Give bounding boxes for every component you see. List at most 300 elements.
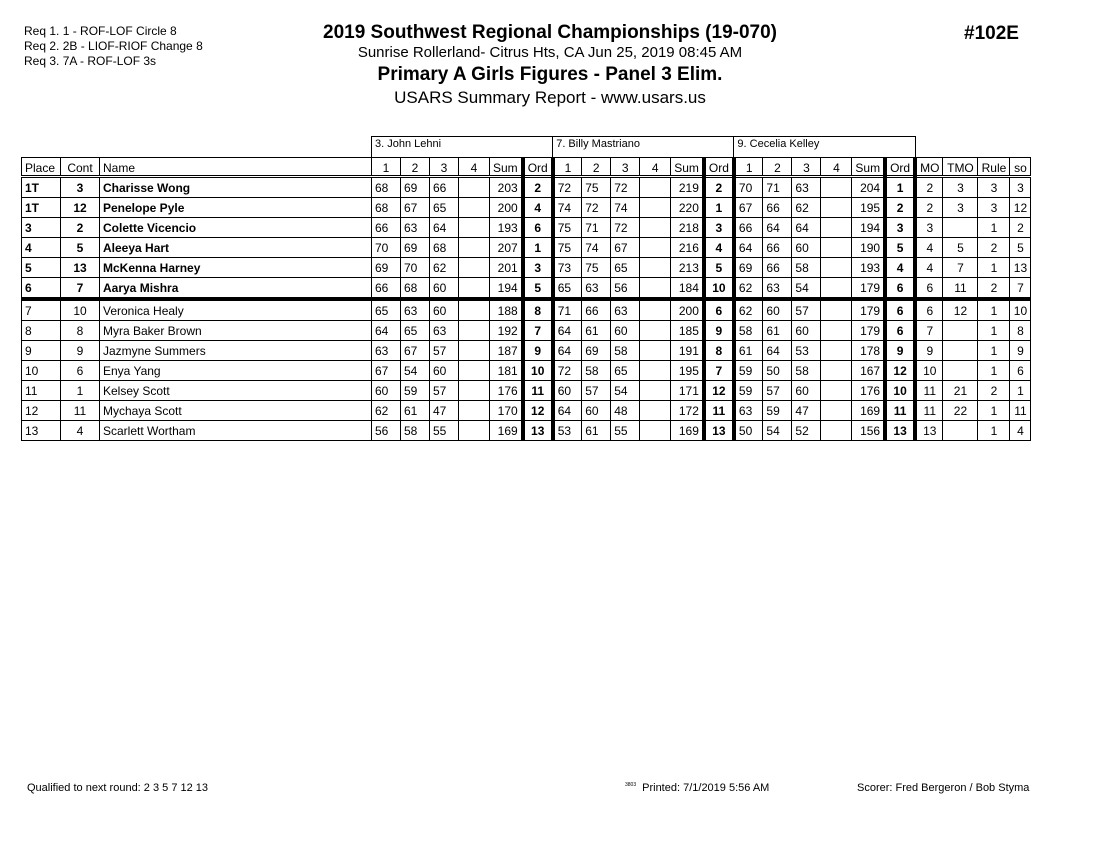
sum-cell: 187: [490, 341, 523, 361]
score-cell: [640, 278, 671, 300]
score-cell: 66: [582, 299, 611, 321]
score-cell: 58: [401, 421, 430, 441]
requirement-2: Req 2. 2B - LIOF-RIOF Change 8: [24, 39, 203, 53]
score-cell: 56: [372, 421, 401, 441]
sum-cell: 201: [490, 258, 523, 278]
ord-cell: 6: [885, 278, 915, 300]
col-j2-sum: Sum: [671, 158, 704, 177]
judge-name: 9. Cecelia Kelley: [734, 137, 915, 158]
mo-cell: 3: [915, 218, 943, 238]
score-cell: 64: [792, 218, 821, 238]
mo-cell: 6: [915, 299, 943, 321]
col-j1-4: 4: [459, 158, 490, 177]
score-cell: 58: [734, 321, 763, 341]
ord-cell: 2: [523, 177, 553, 198]
score-cell: [821, 401, 852, 421]
score-cell: 53: [553, 421, 582, 441]
col-so: so: [1010, 158, 1031, 177]
tmo-cell: 12: [943, 299, 978, 321]
score-cell: 54: [792, 278, 821, 300]
mo-cell: 11: [915, 401, 943, 421]
cont-cell: 8: [61, 321, 100, 341]
score-cell: 69: [582, 341, 611, 361]
score-cell: 58: [792, 258, 821, 278]
sum-cell: 179: [852, 299, 885, 321]
table-row: [22, 258, 1031, 278]
score-cell: 65: [372, 299, 401, 321]
score-cell: [459, 258, 490, 278]
mo-cell: 4: [915, 238, 943, 258]
sum-cell: 167: [852, 361, 885, 381]
cont-cell: 13: [61, 258, 100, 278]
score-cell: [459, 177, 490, 198]
name-cell: Aleeya Hart: [100, 238, 372, 258]
score-cell: 63: [611, 299, 640, 321]
ord-cell: 9: [885, 341, 915, 361]
score-cell: [640, 238, 671, 258]
ord-cell: 7: [704, 361, 734, 381]
so-cell: 13: [1010, 258, 1031, 278]
ord-cell: 12: [704, 381, 734, 401]
place-cell: 3: [22, 218, 61, 238]
score-cell: 72: [582, 198, 611, 218]
score-cell: 72: [611, 177, 640, 198]
score-cell: [459, 198, 490, 218]
score-cell: 61: [401, 401, 430, 421]
so-cell: 6: [1010, 361, 1031, 381]
score-cell: [640, 198, 671, 218]
score-cell: 65: [430, 198, 459, 218]
score-cell: 54: [763, 421, 792, 441]
rule-cell: 2: [978, 381, 1010, 401]
rule-cell: 1: [978, 258, 1010, 278]
score-cell: 63: [792, 177, 821, 198]
tmo-cell: [943, 361, 978, 381]
so-cell: 12: [1010, 198, 1031, 218]
score-cell: 58: [611, 341, 640, 361]
col-j1-sum: Sum: [490, 158, 523, 177]
col-j2-1: 1: [553, 158, 582, 177]
score-cell: 75: [582, 177, 611, 198]
competition-title: 2019 Southwest Regional Championships (19-070): [323, 22, 777, 43]
score-cell: 66: [763, 238, 792, 258]
table-row: [22, 278, 1031, 300]
sum-cell: 213: [671, 258, 704, 278]
score-cell: 57: [430, 341, 459, 361]
score-cell: [821, 198, 852, 218]
place-cell: 11: [22, 381, 61, 401]
sum-cell: 192: [490, 321, 523, 341]
sum-cell: 191: [671, 341, 704, 361]
judge-name: 3. John Lehni: [372, 137, 553, 158]
score-cell: 63: [401, 218, 430, 238]
rule-cell: 1: [978, 218, 1010, 238]
so-cell: 10: [1010, 299, 1031, 321]
ord-cell: 10: [885, 381, 915, 401]
score-cell: [821, 258, 852, 278]
score-cell: 69: [401, 238, 430, 258]
requirement-3: Req 3. 7A - ROF-LOF 3s: [24, 54, 157, 68]
score-cell: 60: [792, 321, 821, 341]
place-cell: 13: [22, 421, 61, 441]
sum-cell: 195: [671, 361, 704, 381]
so-cell: 7: [1010, 278, 1031, 300]
score-cell: 62: [792, 198, 821, 218]
ord-cell: 10: [704, 278, 734, 300]
score-cell: 59: [734, 381, 763, 401]
table-row: [22, 361, 1031, 381]
sum-cell: 220: [671, 198, 704, 218]
so-cell: 5: [1010, 238, 1031, 258]
sum-cell: 171: [671, 381, 704, 401]
place-cell: 9: [22, 341, 61, 361]
score-cell: 61: [582, 421, 611, 441]
score-cell: 72: [553, 361, 582, 381]
mo-cell: 9: [915, 341, 943, 361]
score-cell: 64: [430, 218, 459, 238]
name-cell: Charisse Wong: [100, 177, 372, 198]
score-cell: 75: [582, 258, 611, 278]
score-cell: 59: [763, 401, 792, 421]
score-cell: [821, 361, 852, 381]
rule-cell: 1: [978, 321, 1010, 341]
col-j3-2: 2: [763, 158, 792, 177]
score-cell: 47: [430, 401, 459, 421]
tmo-cell: 7: [943, 258, 978, 278]
ord-cell: 2: [885, 198, 915, 218]
ord-cell: 3: [704, 218, 734, 238]
score-cell: 64: [372, 321, 401, 341]
name-cell: Aarya Mishra: [100, 278, 372, 300]
col-j3-3: 3: [792, 158, 821, 177]
score-cell: 71: [582, 218, 611, 238]
rule-cell: 1: [978, 401, 1010, 421]
sum-cell: 156: [852, 421, 885, 441]
scorer-info: Scorer: Fred Bergeron / Bob Styma: [857, 782, 1030, 794]
sum-cell: 195: [852, 198, 885, 218]
sum-cell: 219: [671, 177, 704, 198]
score-cell: 75: [553, 218, 582, 238]
place-cell: 1T: [22, 198, 61, 218]
score-cell: 71: [763, 177, 792, 198]
col-place: Place: [22, 158, 61, 177]
col-j2-3: 3: [611, 158, 640, 177]
so-cell: 4: [1010, 421, 1031, 441]
score-cell: 62: [734, 299, 763, 321]
score-cell: 64: [734, 238, 763, 258]
ord-cell: 4: [704, 238, 734, 258]
score-cell: 70: [401, 258, 430, 278]
mo-cell: 13: [915, 421, 943, 441]
ord-cell: 6: [885, 321, 915, 341]
place-cell: 10: [22, 361, 61, 381]
col-rule: Rule: [978, 158, 1010, 177]
score-cell: 66: [430, 177, 459, 198]
ord-cell: 13: [885, 421, 915, 441]
tmo-cell: [943, 421, 978, 441]
score-cell: 66: [763, 198, 792, 218]
ord-cell: 12: [523, 401, 553, 421]
table-row: [22, 421, 1031, 441]
tmo-cell: 11: [943, 278, 978, 300]
tmo-cell: 21: [943, 381, 978, 401]
col-j1-ord: Ord: [523, 158, 553, 177]
rule-cell: 1: [978, 341, 1010, 361]
sum-cell: 216: [671, 238, 704, 258]
col-j1-3: 3: [430, 158, 459, 177]
sum-cell: 203: [490, 177, 523, 198]
cont-cell: 1: [61, 381, 100, 401]
score-cell: [640, 421, 671, 441]
tmo-cell: 5: [943, 238, 978, 258]
ord-cell: 13: [704, 421, 734, 441]
score-cell: 63: [372, 341, 401, 361]
sum-cell: 194: [490, 278, 523, 300]
score-cell: 74: [611, 198, 640, 218]
score-cell: [640, 381, 671, 401]
ord-cell: 5: [885, 238, 915, 258]
name-cell: Myra Baker Brown: [100, 321, 372, 341]
cont-cell: 11: [61, 401, 100, 421]
place-cell: 5: [22, 258, 61, 278]
score-cell: [821, 218, 852, 238]
qualified-list: Qualified to next round: 2 3 5 7 12 13: [27, 782, 209, 794]
table-row: [22, 381, 1031, 401]
sum-cell: 179: [852, 278, 885, 300]
score-cell: [640, 218, 671, 238]
score-cell: 63: [763, 278, 792, 300]
cont-cell: 4: [61, 421, 100, 441]
ord-cell: 10: [523, 361, 553, 381]
score-cell: 60: [611, 321, 640, 341]
venue-date: Sunrise Rollerland- Citrus Hts, CA Jun 25, 2019 08:45 AM: [357, 44, 743, 61]
score-cell: 56: [611, 278, 640, 300]
event-number: #102E: [964, 23, 1019, 44]
score-cell: [459, 361, 490, 381]
ord-cell: 4: [885, 258, 915, 278]
cont-cell: 6: [61, 361, 100, 381]
ord-cell: 9: [704, 321, 734, 341]
score-cell: 65: [553, 278, 582, 300]
tiny-mark: 3803: [625, 782, 637, 789]
place-cell: 7: [22, 299, 61, 321]
score-cell: 52: [792, 421, 821, 441]
place-cell: 4: [22, 238, 61, 258]
so-cell: 1: [1010, 381, 1031, 401]
score-cell: [459, 341, 490, 361]
score-cell: 64: [553, 321, 582, 341]
ord-cell: 6: [704, 299, 734, 321]
col-tmo: TMO: [943, 158, 978, 177]
sum-cell: 169: [671, 421, 704, 441]
ord-cell: 1: [885, 177, 915, 198]
col-j3-4: 4: [821, 158, 852, 177]
event-title: Primary A Girls Figures - Panel 3 Elim.: [377, 64, 723, 85]
name-cell: Jazmyne Summers: [100, 341, 372, 361]
score-cell: 63: [401, 299, 430, 321]
name-cell: Scarlett Wortham: [100, 421, 372, 441]
score-cell: 48: [611, 401, 640, 421]
cont-cell: 5: [61, 238, 100, 258]
score-cell: 65: [401, 321, 430, 341]
sum-cell: 193: [852, 258, 885, 278]
tmo-cell: 22: [943, 401, 978, 421]
score-cell: 61: [763, 321, 792, 341]
table-row: [22, 198, 1031, 218]
place-cell: 6: [22, 278, 61, 300]
score-cell: [459, 401, 490, 421]
score-cell: 69: [401, 177, 430, 198]
rule-cell: 2: [978, 278, 1010, 300]
score-cell: [459, 218, 490, 238]
tmo-cell: 3: [943, 177, 978, 198]
place-cell: 12: [22, 401, 61, 421]
score-cell: 55: [430, 421, 459, 441]
score-cell: [821, 421, 852, 441]
so-cell: 2: [1010, 218, 1031, 238]
name-cell: Enya Yang: [100, 361, 372, 381]
score-cell: 67: [401, 198, 430, 218]
ord-cell: 12: [885, 361, 915, 381]
mo-cell: 4: [915, 258, 943, 278]
judge-header-row: [22, 137, 1031, 158]
tmo-cell: [943, 218, 978, 238]
mo-cell: 6: [915, 278, 943, 300]
tmo-cell: 3: [943, 198, 978, 218]
score-cell: 58: [582, 361, 611, 381]
col-j3-1: 1: [734, 158, 763, 177]
score-cell: [640, 258, 671, 278]
sum-cell: 200: [490, 198, 523, 218]
ord-cell: 2: [704, 177, 734, 198]
score-cell: [459, 421, 490, 441]
score-cell: 68: [372, 198, 401, 218]
score-cell: [640, 177, 671, 198]
score-cell: [821, 299, 852, 321]
score-cell: 60: [582, 401, 611, 421]
score-cell: 62: [734, 278, 763, 300]
ord-cell: 11: [885, 401, 915, 421]
name-cell: McKenna Harney: [100, 258, 372, 278]
score-cell: 59: [401, 381, 430, 401]
score-cell: 68: [401, 278, 430, 300]
results-table: [21, 136, 1031, 441]
mo-cell: 10: [915, 361, 943, 381]
printed-info: [625, 782, 769, 794]
score-cell: 60: [430, 361, 459, 381]
so-cell: 9: [1010, 341, 1031, 361]
score-cell: 59: [734, 361, 763, 381]
cont-cell: 10: [61, 299, 100, 321]
score-cell: [640, 299, 671, 321]
col-j3-ord: Ord: [885, 158, 915, 177]
name-cell: Veronica Healy: [100, 299, 372, 321]
score-cell: 54: [401, 361, 430, 381]
rule-cell: 1: [978, 361, 1010, 381]
sum-cell: 200: [671, 299, 704, 321]
sum-cell: 193: [490, 218, 523, 238]
ord-cell: 11: [704, 401, 734, 421]
tmo-cell: [943, 321, 978, 341]
sum-cell: 169: [490, 421, 523, 441]
score-cell: 61: [582, 321, 611, 341]
sum-cell: 218: [671, 218, 704, 238]
report-subtitle: USARS Summary Report - www.usars.us: [394, 88, 706, 107]
judge-name: 7. Billy Mastriano: [553, 137, 734, 158]
mo-cell: 11: [915, 381, 943, 401]
score-cell: [821, 341, 852, 361]
score-cell: 67: [401, 341, 430, 361]
sum-cell: 178: [852, 341, 885, 361]
score-cell: 65: [611, 361, 640, 381]
score-cell: 60: [792, 238, 821, 258]
sum-cell: 188: [490, 299, 523, 321]
col-j3-sum: Sum: [852, 158, 885, 177]
sum-cell: 190: [852, 238, 885, 258]
score-cell: 71: [553, 299, 582, 321]
score-cell: 57: [582, 381, 611, 401]
sum-cell: 176: [852, 381, 885, 401]
score-cell: [640, 321, 671, 341]
rule-cell: 3: [978, 177, 1010, 198]
column-header-row: [22, 158, 1031, 177]
score-cell: 64: [763, 218, 792, 238]
requirements-list: [24, 24, 203, 69]
col-cont: Cont: [61, 158, 100, 177]
score-cell: 63: [734, 401, 763, 421]
score-cell: 55: [611, 421, 640, 441]
requirement-1: Req 1. 1 - ROF-LOF Circle 8: [24, 24, 177, 38]
score-cell: 67: [734, 198, 763, 218]
score-cell: [640, 361, 671, 381]
col-j2-ord: Ord: [704, 158, 734, 177]
cont-cell: 2: [61, 218, 100, 238]
cont-cell: 12: [61, 198, 100, 218]
score-cell: 57: [430, 381, 459, 401]
mo-cell: 7: [915, 321, 943, 341]
score-cell: 60: [553, 381, 582, 401]
score-cell: [459, 238, 490, 258]
score-cell: 72: [553, 177, 582, 198]
sum-cell: 176: [490, 381, 523, 401]
score-cell: 66: [372, 218, 401, 238]
ord-cell: 8: [704, 341, 734, 361]
ord-cell: 11: [523, 381, 553, 401]
ord-cell: 13: [523, 421, 553, 441]
score-cell: 67: [611, 238, 640, 258]
ord-cell: 7: [523, 321, 553, 341]
score-cell: [640, 401, 671, 421]
score-cell: 68: [372, 177, 401, 198]
score-cell: 67: [372, 361, 401, 381]
score-cell: [821, 238, 852, 258]
table-row: [22, 299, 1031, 321]
printed-date: Printed: 7/1/2019 5:56 AM: [642, 782, 770, 794]
score-cell: 60: [763, 299, 792, 321]
sum-cell: 185: [671, 321, 704, 341]
score-cell: 50: [734, 421, 763, 441]
score-cell: 60: [430, 278, 459, 300]
score-cell: 60: [430, 299, 459, 321]
ord-cell: 6: [523, 218, 553, 238]
score-cell: 53: [792, 341, 821, 361]
sum-cell: 194: [852, 218, 885, 238]
ord-cell: 9: [523, 341, 553, 361]
score-cell: 60: [792, 381, 821, 401]
sum-cell: 181: [490, 361, 523, 381]
report-header: [300, 22, 800, 109]
sum-cell: 179: [852, 321, 885, 341]
